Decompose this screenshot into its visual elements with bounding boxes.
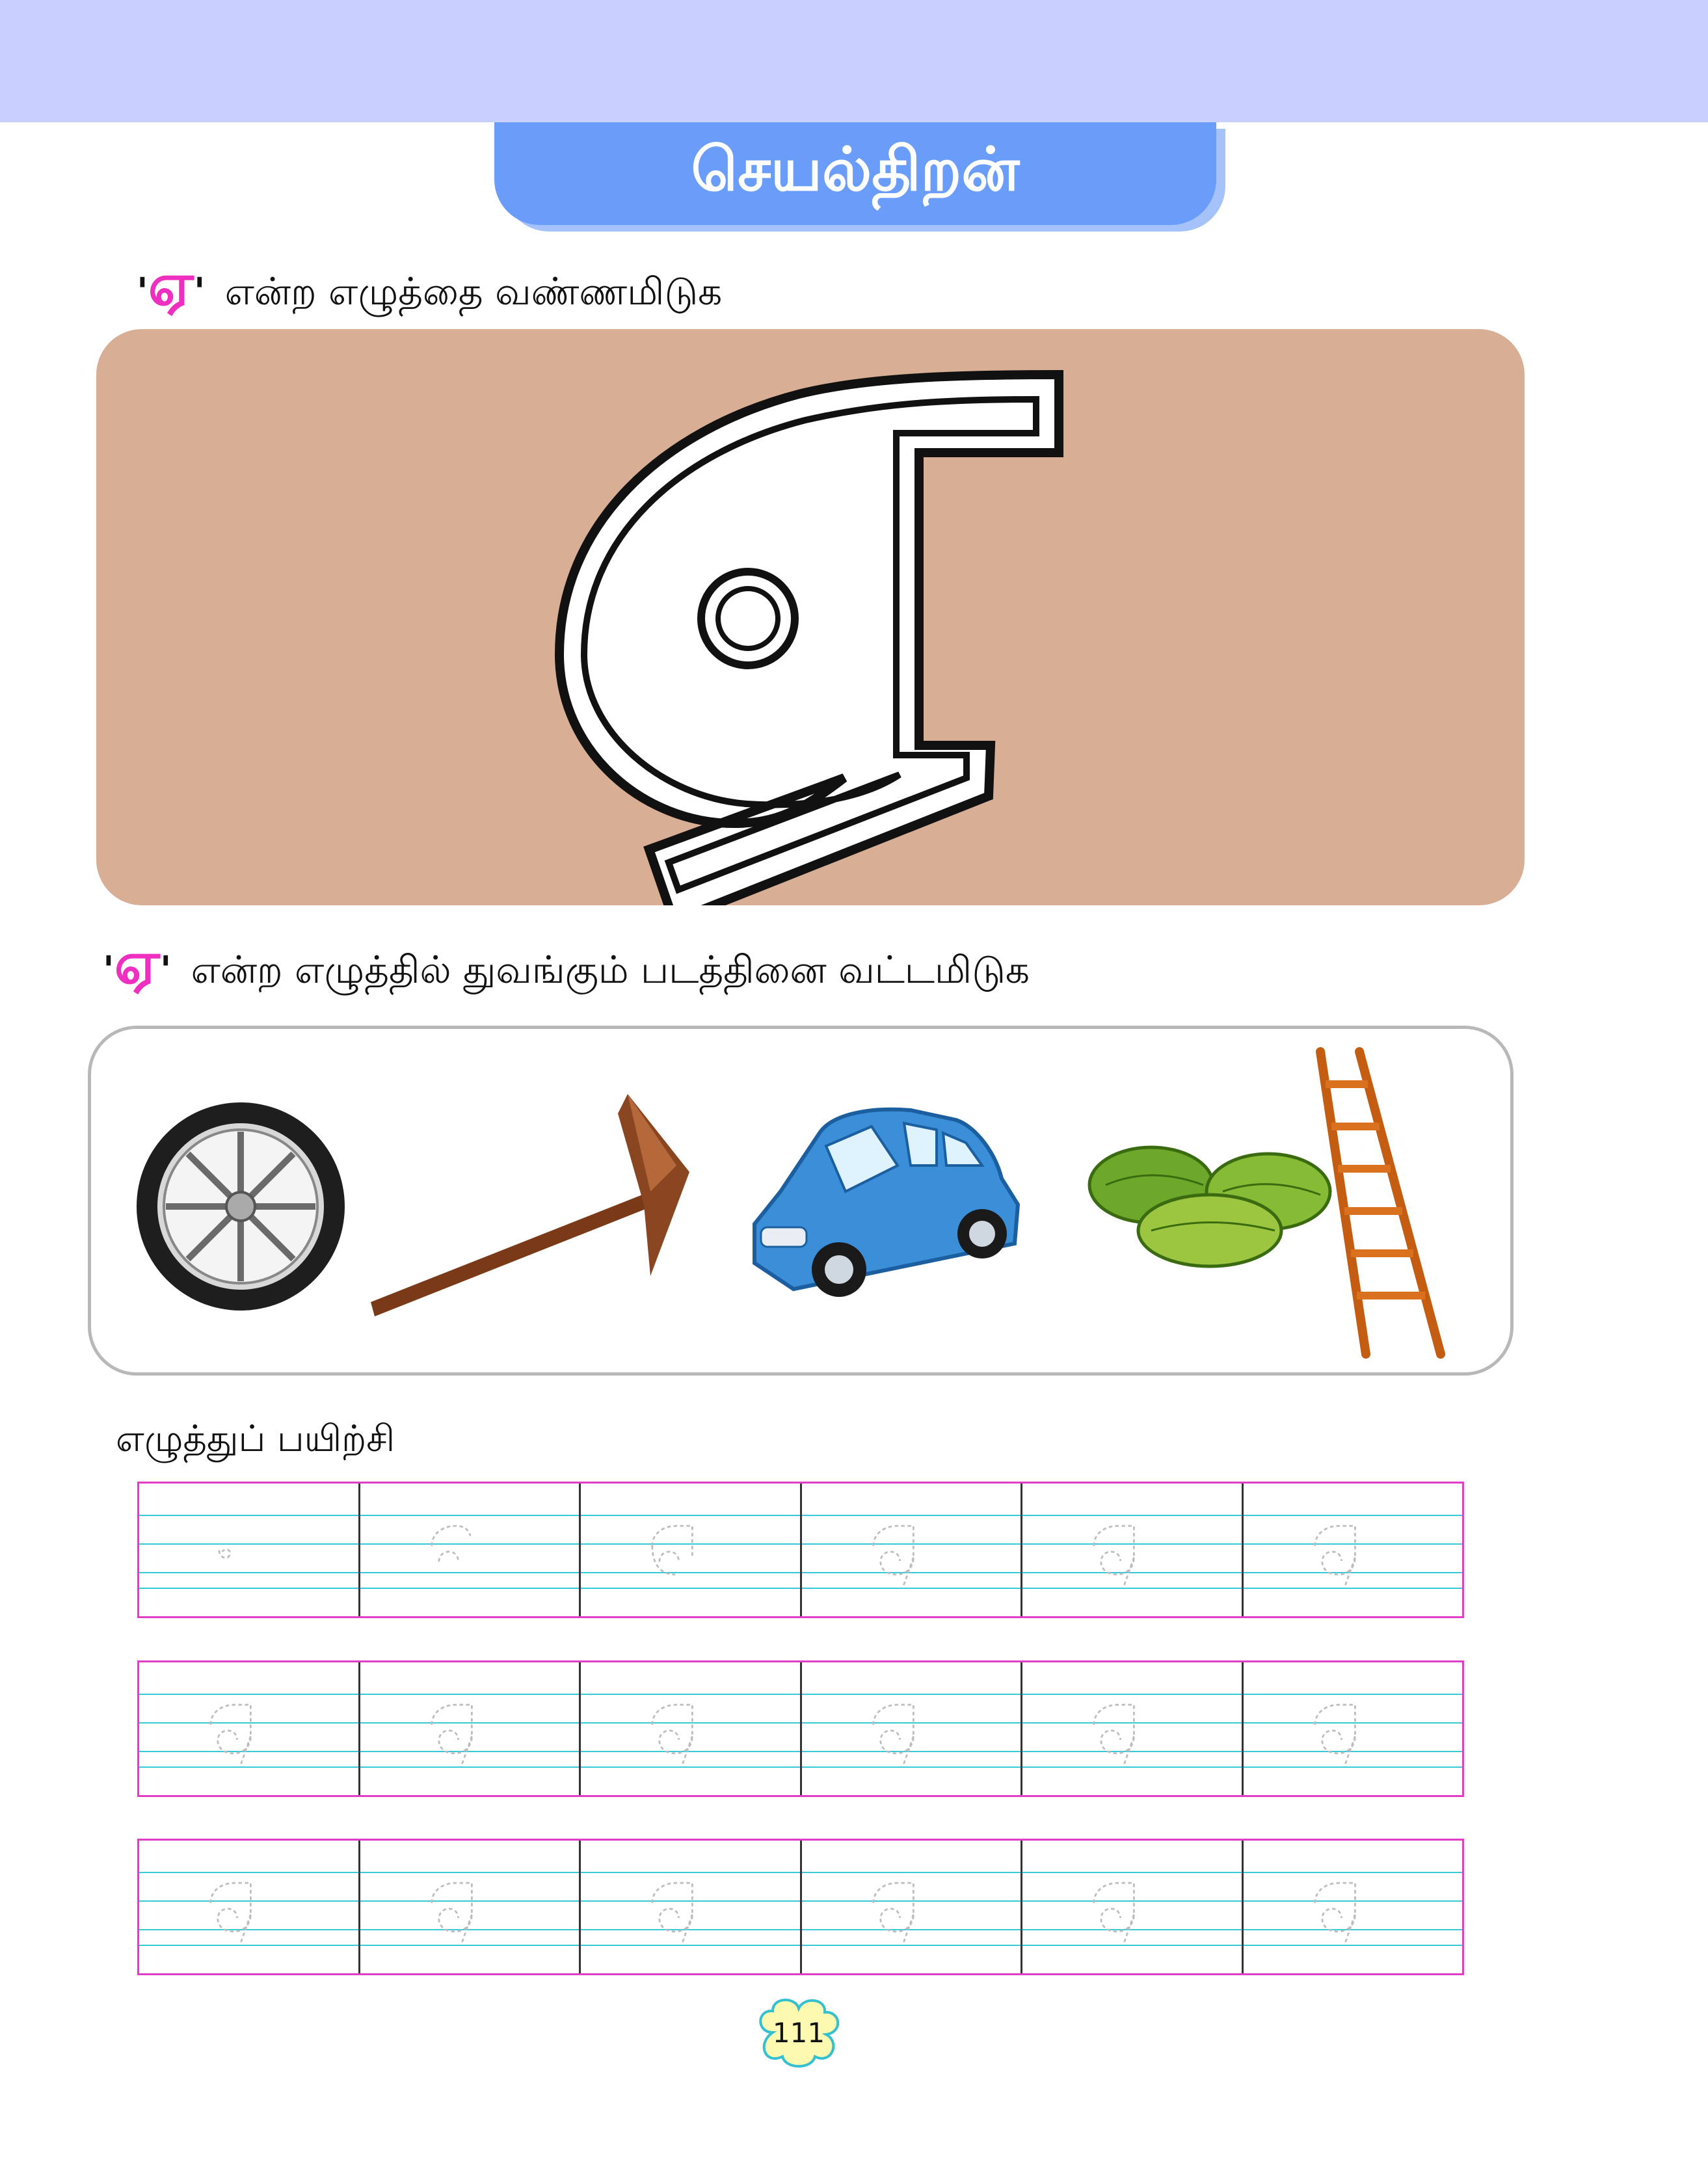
page-number-badge [753,1997,844,2071]
practice-cell[interactable] [360,1662,581,1795]
practice-cell[interactable] [1244,1662,1463,1795]
practice-cell[interactable] [1022,1662,1244,1795]
page-title: செயல்திறன் [691,135,1020,204]
tracing-letter-icon [639,1495,711,1612]
practice-cell[interactable] [1244,1841,1463,1973]
page-number: 111 [772,2016,825,2049]
instruction-color [137,250,722,326]
close-quote: ' [193,269,206,313]
instruction-text: என்ற எழுத்தை வண்ணமிடுக [224,269,723,313]
tracing-letter-icon [639,1852,711,1969]
practice-cell[interactable] [360,1841,581,1973]
tracing-letter-icon [861,1495,932,1612]
practice-cell[interactable] [581,1841,802,1973]
practice-cell[interactable] [139,1841,360,1973]
title-banner [494,122,1216,225]
practice-grid-row-1 [137,1482,1464,1618]
close-quote: ' [159,948,172,992]
practice-grid-row-3 [137,1839,1464,1975]
coloring-panel [96,329,1525,905]
practice-cell[interactable] [802,1841,1023,1973]
target-letter: ஏ [114,929,160,997]
tracing-letter-icon [419,1495,490,1612]
tracing-letter-icon [1081,1852,1153,1969]
outlined-letter-e[interactable] [96,329,1525,905]
practice-cell[interactable] [1244,1484,1463,1616]
cardamom-icon[interactable] [1086,1139,1333,1270]
practice-cell[interactable] [802,1662,1023,1795]
tracing-letter-icon [198,1852,269,1969]
practice-label: எழுத்துப் பயிற்சி [116,1418,395,1460]
tracing-letter-icon [419,1674,490,1791]
tracing-letter-icon [1302,1495,1374,1612]
tracing-letter-icon [639,1674,711,1791]
top-band [0,0,1708,122]
tracing-letter-icon [198,1674,269,1791]
open-quote: ' [137,269,148,313]
practice-cell[interactable] [1022,1484,1244,1616]
tracing-letter-icon [419,1852,490,1969]
arrow-icon[interactable] [371,1094,709,1322]
practice-cell[interactable] [581,1484,802,1616]
tracing-letter-icon [1081,1674,1153,1791]
practice-cell[interactable] [1022,1841,1244,1973]
open-quote: ' [103,948,114,992]
practice-cell[interactable] [139,1662,360,1795]
instruction-circle [103,929,1030,1005]
tracing-letter-icon [198,1495,269,1612]
tracing-letter-icon [1081,1495,1153,1612]
target-letter: ஏ [148,250,194,319]
practice-cell[interactable] [802,1484,1023,1616]
picture-panel [88,1026,1514,1376]
ladder-icon[interactable] [1307,1045,1463,1364]
tracing-letter-icon [861,1852,932,1969]
instruction-text: என்ற எழுத்தில் துவங்கும் படத்தினை வட்டமிடுக [191,948,1030,992]
practice-cell[interactable] [360,1484,581,1616]
tracing-letter-icon [861,1674,932,1791]
practice-cell[interactable] [581,1662,802,1795]
tracing-letter-icon [1302,1852,1374,1969]
practice-grid-row-2 [137,1660,1464,1797]
car-icon[interactable] [741,1094,1028,1309]
tracing-letter-icon [1302,1674,1374,1791]
practice-cell[interactable] [139,1484,360,1616]
wheel-icon[interactable] [133,1099,348,1314]
